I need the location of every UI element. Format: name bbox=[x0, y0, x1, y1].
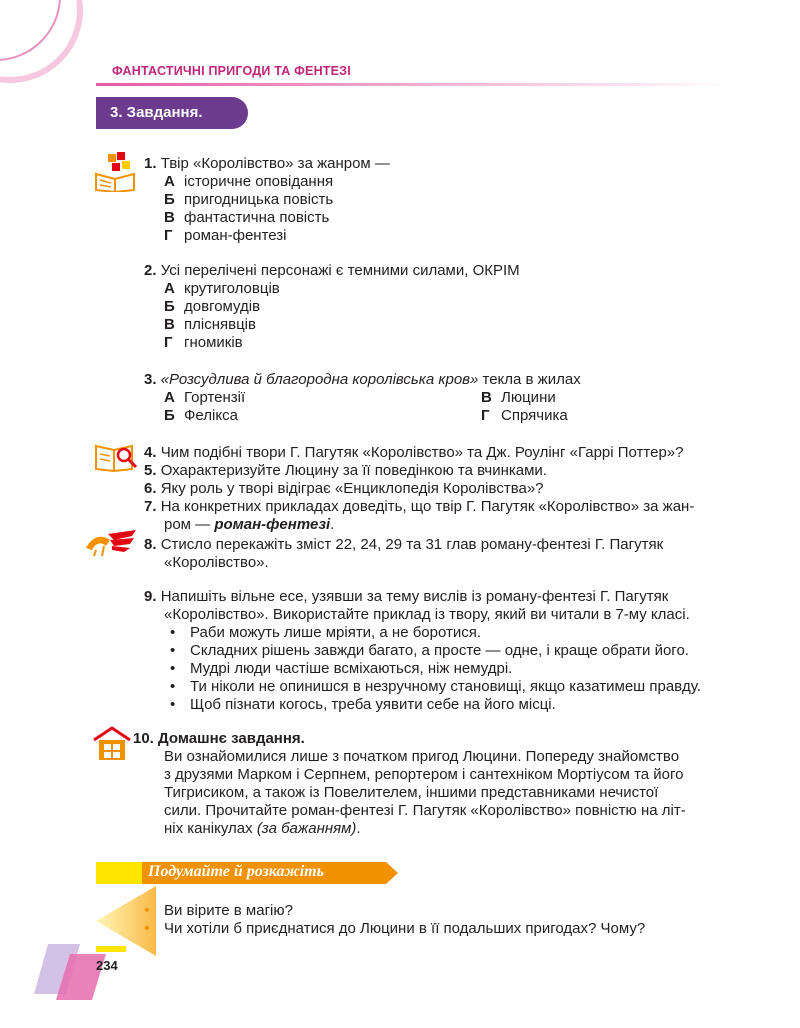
option-text: пригодницька повість bbox=[184, 191, 334, 208]
option-letter: Б bbox=[164, 191, 175, 208]
q10-text: Тигрисиком, а також із Повелителем, іншими представниками нечистої bbox=[164, 784, 659, 801]
q10-text: сили. Прочитайте роман-фентезі Г. Пагутяк «Королівство» повністю на літ- bbox=[164, 802, 686, 819]
bullet-mark: • bbox=[170, 660, 176, 677]
knowledge-blocks-icon bbox=[94, 152, 136, 192]
q2-option-a bbox=[164, 280, 280, 298]
question-7-cont bbox=[164, 516, 334, 534]
question-5-number: 5. bbox=[144, 462, 157, 479]
q3-option-c bbox=[481, 389, 556, 407]
pegasus-icon bbox=[84, 528, 138, 558]
option-text: Гортензії bbox=[184, 389, 246, 406]
option-text: Спрячика bbox=[501, 407, 568, 424]
bullet-mark: • bbox=[170, 678, 176, 695]
q9-bullet-1 bbox=[170, 624, 481, 642]
question-6-text: Яку роль у творі відіграє «Енциклопедія Королівства»? bbox=[160, 480, 544, 497]
question-7-text: На конкретних прикладах доведіть, що твір Г. Пагутяк «Королівство» за жан- bbox=[160, 498, 695, 515]
option-text: фантастична повість bbox=[184, 209, 330, 226]
question-7-genre: роман-фентезі bbox=[214, 516, 331, 533]
bullet-text: Щоб пізнати когось, треба уявити себе на його місці. bbox=[190, 696, 556, 713]
page-number: 234 bbox=[96, 958, 118, 973]
question-3 bbox=[144, 371, 581, 389]
option-text: довгомудів bbox=[184, 298, 261, 315]
q10-line-5 bbox=[164, 820, 361, 838]
think-text: Чи хотіли б приєднатися до Люцини в її подальших пригодах? Чому? bbox=[164, 920, 646, 937]
question-4 bbox=[144, 444, 684, 462]
bullet-mark: • bbox=[170, 624, 176, 641]
question-1-text: Твір «Королівство» за жанром — bbox=[160, 155, 390, 172]
q3-option-a bbox=[164, 389, 245, 407]
question-9-number: 9. bbox=[144, 588, 157, 605]
bullet-mark: • bbox=[170, 696, 176, 713]
think-text: Ви вірите в магію? bbox=[164, 902, 293, 919]
question-7 bbox=[144, 498, 694, 516]
think-item-2 bbox=[144, 920, 645, 938]
question-5 bbox=[144, 462, 547, 480]
orange-bullet: • bbox=[144, 920, 150, 937]
question-8-number: 8. bbox=[144, 536, 157, 553]
q9-bullet-4 bbox=[170, 678, 701, 696]
question-10-title: Домашнє завдання. bbox=[158, 730, 305, 747]
think-item-1 bbox=[144, 902, 293, 920]
q10-optional-note: (за бажанням) bbox=[256, 820, 357, 837]
question-8 bbox=[144, 536, 663, 554]
option-letter: Г bbox=[164, 227, 173, 244]
question-3-quote: «Розсудлива й благородна королівська кров» bbox=[160, 371, 479, 388]
header-rule bbox=[96, 83, 736, 86]
q10-text: з друзями Марком і Серпнем, репортером і сантехніком Мортіусом та його bbox=[164, 766, 684, 783]
question-7-number: 7. bbox=[144, 498, 157, 515]
q10-text: ніх канікулах bbox=[164, 820, 257, 837]
q10-line-1 bbox=[164, 748, 679, 766]
task-heading-badge bbox=[96, 97, 248, 129]
option-letter: В bbox=[481, 389, 492, 406]
decorative-circles bbox=[0, 0, 120, 90]
q1-option-a bbox=[164, 173, 333, 191]
option-text: гномиків bbox=[184, 334, 243, 351]
q9-bullet-5 bbox=[170, 696, 556, 714]
bullet-text: Мудрі люди частіше всміхаються, ніж немудрі. bbox=[190, 660, 513, 677]
option-letter: А bbox=[164, 173, 175, 190]
q9-bullet-2 bbox=[170, 642, 689, 660]
q3-option-d bbox=[481, 407, 568, 425]
q2-option-c bbox=[164, 316, 256, 334]
option-letter: А bbox=[164, 280, 175, 297]
question-2 bbox=[144, 262, 520, 280]
question-7-text-cont: ром — bbox=[164, 516, 215, 533]
q2-option-d bbox=[164, 334, 243, 352]
question-1-number: 1. bbox=[144, 155, 157, 172]
q3-option-b bbox=[164, 407, 238, 425]
option-letter: Г bbox=[481, 407, 490, 424]
question-1 bbox=[144, 155, 390, 173]
bullet-text: Ти ніколи не опинишся в незручному становищі, якщо казатимеш правду. bbox=[190, 678, 701, 695]
q10-text: Ви ознайомилися лише з початком пригод Люцини. Попереду знайомство bbox=[164, 748, 680, 765]
option-letter: В bbox=[164, 316, 175, 333]
option-letter: Г bbox=[164, 334, 173, 351]
option-letter: А bbox=[164, 389, 175, 406]
q1-option-d bbox=[164, 227, 287, 245]
bullet-text: Складних рішень завжди багато, а просте — одне, і краще обрати його. bbox=[190, 642, 689, 659]
home-icon bbox=[92, 726, 132, 762]
q1-option-b bbox=[164, 191, 333, 209]
think-title: Подумайте й розкажіть bbox=[148, 863, 324, 880]
q10-line-3 bbox=[164, 784, 658, 802]
option-letter: Б bbox=[164, 407, 175, 424]
question-3-text: текла в жилах bbox=[478, 371, 581, 388]
q10-line-4 bbox=[164, 802, 686, 820]
question-4-text: Чим подібні твори Г. Пагутяк «Королівство» та Дж. Роулінг «Гаррі Поттер»? bbox=[160, 444, 684, 461]
question-10 bbox=[133, 730, 305, 748]
q1-option-c bbox=[164, 209, 329, 227]
page-corner-decoration bbox=[34, 944, 134, 1000]
section-title: ФАНТАСТИЧНІ ПРИГОДИ ТА ФЕНТЕЗІ bbox=[112, 64, 351, 78]
question-3-number: 3. bbox=[144, 371, 157, 388]
q10-period: . bbox=[356, 820, 361, 837]
option-text: історичне оповідання bbox=[184, 173, 334, 190]
question-2-number: 2. bbox=[144, 262, 157, 279]
book-magnifier-icon bbox=[94, 442, 138, 472]
q10-line-2 bbox=[164, 766, 684, 784]
option-text: крутиголовців bbox=[184, 280, 280, 297]
option-text: Люцини bbox=[501, 389, 556, 406]
bullet-text: Раби можуть лише мріяти, а не боротися. bbox=[190, 624, 482, 641]
option-letter: В bbox=[164, 209, 175, 226]
option-text: Фелікса bbox=[184, 407, 238, 424]
question-6-number: 6. bbox=[144, 480, 157, 497]
option-letter: Б bbox=[164, 298, 175, 315]
question-7-period: . bbox=[330, 516, 335, 533]
question-8-text-cont: «Королівство». bbox=[164, 554, 269, 571]
question-5-text: Охарактеризуйте Люцину за її поведінкою та вчинками. bbox=[160, 462, 547, 479]
question-9-cont bbox=[164, 606, 690, 624]
question-10-number: 10. bbox=[133, 730, 154, 747]
question-2-text: Усі перелічені персонажі є темними силами, ОКРІМ bbox=[160, 262, 520, 279]
question-6 bbox=[144, 480, 544, 498]
option-text: пліснявців bbox=[184, 316, 256, 333]
question-9-text: Напишіть вільне есе, узявши за тему вислів із роману-фентезі Г. Пагутяк bbox=[160, 588, 669, 605]
question-9-text-cont: «Королівство». Використайте приклад із твору, який ви читали в 7-му класі. bbox=[164, 606, 690, 623]
orange-bullet: • bbox=[144, 902, 150, 919]
bullet-mark: • bbox=[170, 642, 176, 659]
question-8-text: Стисло перекажіть зміст 22, 24, 29 та 31 глав роману-фентезі Г. Пагутяк bbox=[160, 536, 664, 553]
question-9 bbox=[144, 588, 668, 606]
task-heading: 3. Завдання. bbox=[110, 104, 203, 121]
option-text: роман-фентезі bbox=[184, 227, 287, 244]
q2-option-b bbox=[164, 298, 260, 316]
question-8-cont bbox=[164, 554, 269, 572]
q9-bullet-3 bbox=[170, 660, 512, 678]
question-4-number: 4. bbox=[144, 444, 157, 461]
